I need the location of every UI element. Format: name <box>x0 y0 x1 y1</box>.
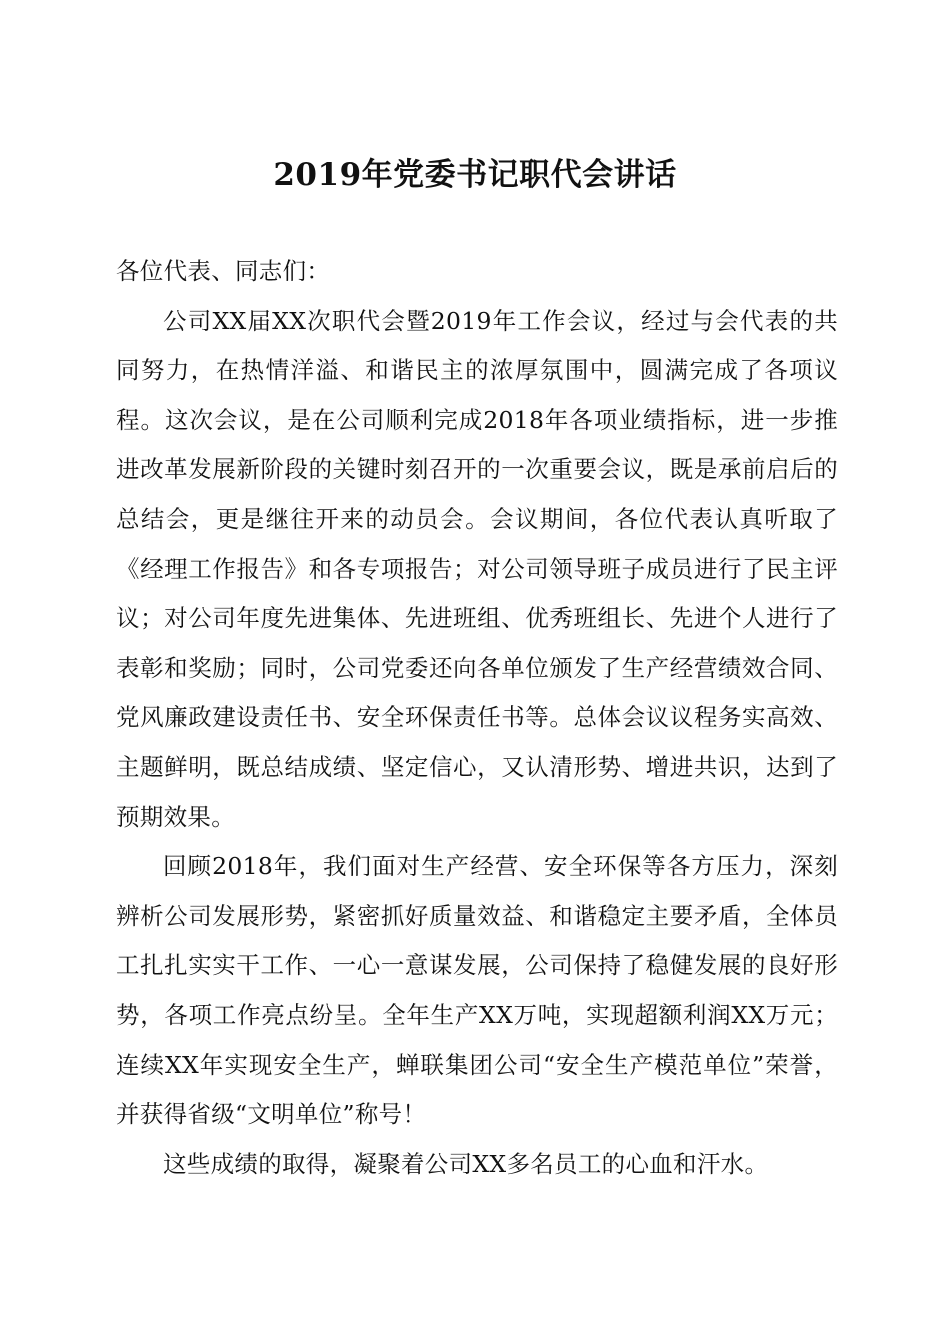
document-title: 2019年党委书记职代会讲话 <box>273 157 677 193</box>
salutation: 各位代表、同志们： <box>116 257 331 285</box>
paragraph-meeting-summary: 公司XX届XX次职代会暨2019年工作会议，经过与会代表的共同努力，在热情洋溢、和谐民主的浓厚氛围中，圆满完成了各项议程。这次会议，是在公司顺利完成2018年各项业绩指标，进一步推进改革发展新阶段的关键时刻召开的一次重要会议，既是承前启后的总结会，更是继往开来的动员会。会议期间，各位代表认真听取了《经理工作报告》和各专项报告；对公司领导班子成员进行了民主评议；对公司年度先进集体、先进班组、优秀班组长、先进个人进行了表彰和奖励；同时，公司党委还向各单位颁发了生产经营绩效合同、党风廉政建设责任书、安全环保责任书等。总体会议议程务实高效、主题鲜明，既总结成绩、坚定信心，又认清形势、增进共识，达到了预期效果。 <box>116 306 838 831</box>
paragraph-2018-review: 回顾2018年，我们面对生产经营、安全环保等各方压力，深刻辨析公司发展形势，紧密抓好质量效益、和谐稳定主要矛盾，全体员工扎扎实实干工作、一心一意谋发展，公司保持了稳健发展的良好形势，各项工作亮点纷呈。全年生产XX万吨，实现超额利润XX万元；连续XX年实现安全生产，蝉联集团公司“安全生产模范单位”荣誉，并获得省级“文明单位”称号！ <box>116 852 838 1129</box>
document-body <box>116 247 838 1189</box>
paragraph-achievements: 这些成绩的取得，凝聚着公司XX多名员工的心血和汗水。 <box>163 1149 769 1178</box>
